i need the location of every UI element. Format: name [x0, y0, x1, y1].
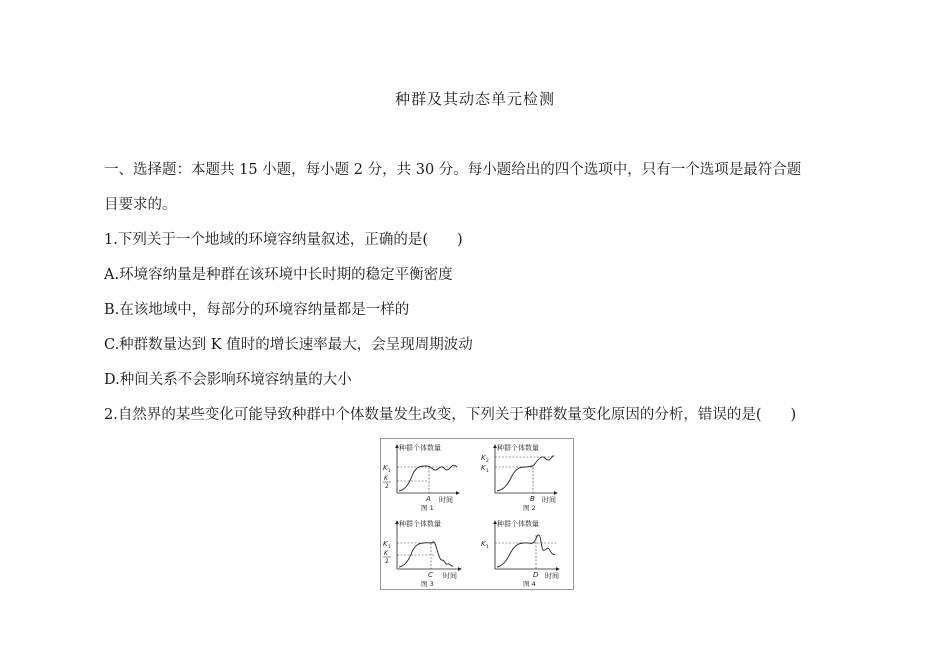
k1-label: K [481, 464, 486, 472]
k1-subscript: 1 [388, 469, 391, 474]
y-axis-label: 种群个体数量 [497, 444, 539, 452]
k2-label: K [481, 454, 486, 462]
question-1-stem: 1.下列关于一个地域的环境容纳量叙述，正确的是( ) [104, 232, 463, 248]
graph-panel-3 [383, 519, 461, 588]
page-title: 种群及其动态单元检测 [394, 90, 555, 108]
section-header-cont: 目要求的。 [104, 197, 177, 213]
half-k-denominator: 2 [385, 483, 389, 490]
population-curve [497, 456, 554, 491]
panel-caption: 图 3 [421, 580, 434, 588]
x-axis-label: 时间 [542, 496, 556, 504]
panel-caption: 图 4 [523, 580, 536, 588]
k2-subscript: 2 [486, 459, 489, 464]
graph-panel-4 [481, 519, 559, 588]
y-axis-label: 种群个体数量 [399, 444, 441, 452]
graph-panel-2 [481, 443, 557, 512]
population-graphs-svg [381, 439, 573, 589]
half-k-numerator: K [384, 475, 388, 482]
panel-caption: 图 1 [421, 504, 434, 512]
half-k-denominator: 2 [385, 558, 389, 565]
marker-label: C [428, 571, 433, 579]
population-curve [497, 535, 555, 567]
k1-label: K [383, 540, 388, 548]
marker-label: B [530, 495, 535, 503]
k1-label: K [383, 464, 388, 472]
x-axis-label: 时间 [545, 572, 559, 580]
panel-caption: 图 2 [523, 504, 536, 512]
section-header: 一、选择题：本题共 15 小题，每小题 2 分，共 30 分。每小题给出的四个选项中，只有一个选项是最符合题 [104, 162, 802, 178]
graph-panel-1 [383, 443, 459, 512]
half-k-numerator: K [384, 550, 388, 557]
y-axis-label: 种群个体数量 [399, 520, 441, 528]
marker-label: A [426, 495, 431, 503]
k1-subscript: 1 [388, 545, 391, 550]
y-axis-label: 种群个体数量 [497, 520, 539, 528]
k1-subscript: 1 [486, 469, 489, 474]
population-curve [399, 542, 453, 567]
question-2-stem: 2.自然界的某些变化可能导致种群中个体数量发生改变，下列关于种群数量变化原因的分析，错误的是( ) [104, 407, 797, 423]
question-1-option-d: D.种间关系不会影响环境容纳量的大小 [104, 372, 352, 388]
marker-label: D [533, 571, 539, 579]
x-axis-label: 时间 [443, 572, 457, 580]
population-graphs-figure [380, 438, 574, 590]
question-1-option-b: B.在该地域中，每部分的环境容纳量都是一样的 [104, 302, 410, 318]
k1-label: K [481, 540, 486, 548]
x-axis-label: 时间 [439, 496, 453, 504]
k1-subscript: 1 [486, 545, 489, 550]
question-1-option-a: A.环境容纳量是种群在该环境中长时期的稳定平衡密度 [104, 267, 453, 283]
question-1-option-c: C.种群数量达到 K 值时的增长速率最大，会呈现周期波动 [104, 337, 473, 353]
population-curve [399, 465, 457, 491]
